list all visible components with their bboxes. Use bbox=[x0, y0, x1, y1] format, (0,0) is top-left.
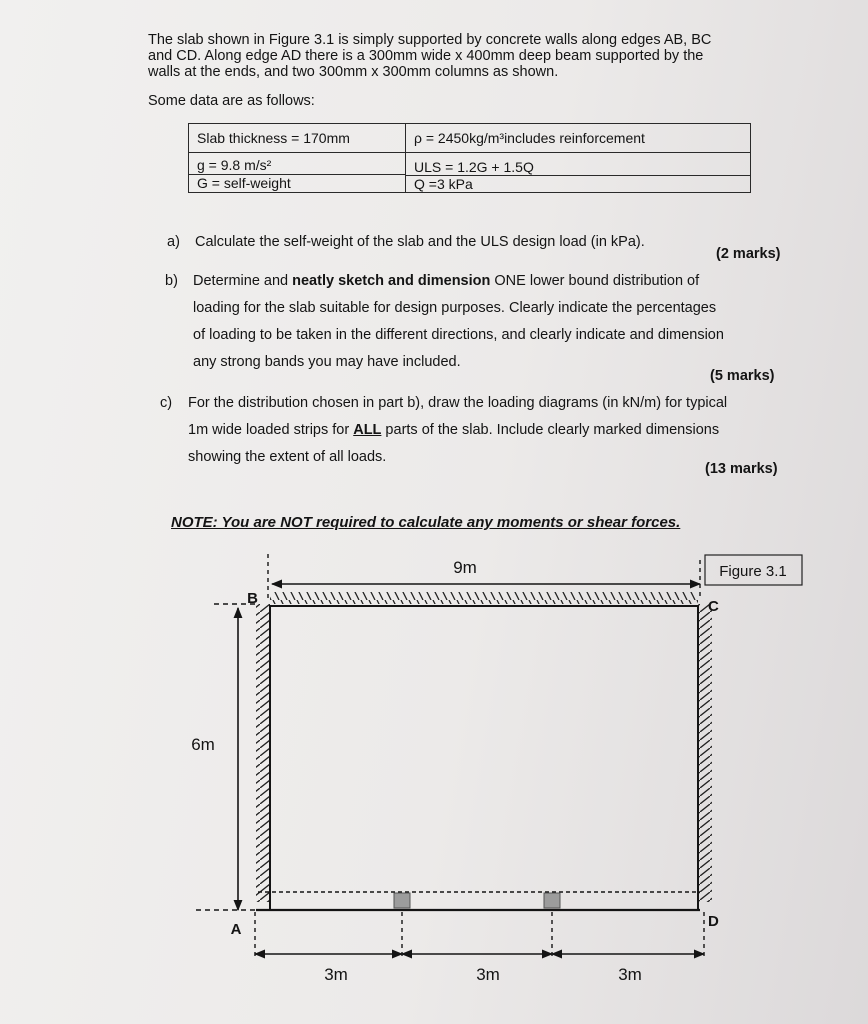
dimension-bottom-2: 3m bbox=[476, 965, 500, 984]
marks-a: (2 marks) bbox=[716, 246, 781, 262]
question-line: 1m wide loaded strips for ALL parts of the slab. Include clearly marked dimensions bbox=[188, 422, 720, 438]
dimension-bottom-1: 3m bbox=[324, 965, 348, 984]
question-text bbox=[193, 268, 793, 376]
question-line: showing the extent of all loads. bbox=[188, 449, 387, 465]
dimension-bottom-3: 3m bbox=[618, 965, 642, 984]
corner-c: C bbox=[708, 598, 719, 615]
intro-paragraph bbox=[148, 32, 798, 80]
question-c bbox=[160, 390, 795, 474]
question-line: of loading to be taken in the different directions, and clearly indicate and dimension bbox=[193, 327, 724, 343]
some-data-label: Some data are as follows: bbox=[148, 93, 315, 109]
figure-caption: Figure 3.1 bbox=[719, 563, 787, 580]
uls-line: ULS = 1.2G + 1.5Q bbox=[406, 153, 750, 176]
question-line: loading for the slab suitable for design purposes. Clearly indicate the percentages bbox=[193, 300, 717, 316]
intro-line: The slab shown in Figure 3.1 is simply supported by concrete walls along edges AB, BC bbox=[148, 32, 712, 48]
marks-c: (13 marks) bbox=[705, 461, 778, 477]
corner-d: D bbox=[708, 913, 719, 930]
intro-line: and CD. Along edge AD there is a 300mm wide x 400mm deep beam supported by the bbox=[148, 48, 704, 64]
gravity-line: g = 9.8 m/s² bbox=[189, 153, 405, 175]
column bbox=[394, 893, 410, 908]
slab-outline bbox=[270, 606, 698, 910]
wall-bc bbox=[270, 592, 698, 604]
corner-b: B bbox=[247, 590, 258, 607]
question-label: c) bbox=[160, 395, 173, 411]
note: NOTE: You are NOT required to calculate any moments or shear forces. bbox=[171, 514, 681, 531]
cell-density: ρ = 2450kg/m³includes reinforcement bbox=[406, 124, 751, 153]
cell-slab-thickness: Slab thickness = 170mm bbox=[189, 124, 406, 153]
cell-gravity bbox=[189, 153, 406, 193]
question-line: For the distribution chosen in part b), draw the loading diagrams (in kN/m) for typical bbox=[188, 395, 728, 411]
column bbox=[544, 893, 560, 908]
wall-cd bbox=[698, 604, 712, 902]
question-text bbox=[188, 390, 798, 471]
wall-ab bbox=[256, 604, 270, 902]
question-b bbox=[165, 268, 795, 378]
corner-a: A bbox=[230, 921, 242, 938]
dimension-left: 6m bbox=[191, 735, 215, 754]
question-a bbox=[167, 229, 797, 257]
question-label: a) bbox=[167, 234, 180, 250]
emphasis: ALL bbox=[353, 422, 382, 438]
data-table bbox=[188, 123, 751, 193]
question-text: Calculate the self-weight of the slab and the ULS design load (in kPa). bbox=[195, 234, 645, 250]
emphasis: neatly sketch and dimension bbox=[292, 273, 491, 289]
question-line: any strong bands you may have included. bbox=[193, 354, 461, 370]
question-label: b) bbox=[165, 273, 178, 289]
figure-3-1 bbox=[0, 540, 868, 1024]
cell-uls bbox=[406, 153, 751, 193]
live-load-line: Q =3 kPa bbox=[414, 176, 473, 192]
intro-line: walls at the ends, and two 300mm x 300mm columns as shown. bbox=[148, 64, 559, 80]
self-weight-line: G = self-weight bbox=[197, 175, 291, 191]
question-line: Determine and neatly sketch and dimension ONE lower bound distribution of bbox=[193, 273, 700, 289]
dimension-top: 9m bbox=[453, 558, 477, 577]
marks-b: (5 marks) bbox=[710, 368, 775, 384]
